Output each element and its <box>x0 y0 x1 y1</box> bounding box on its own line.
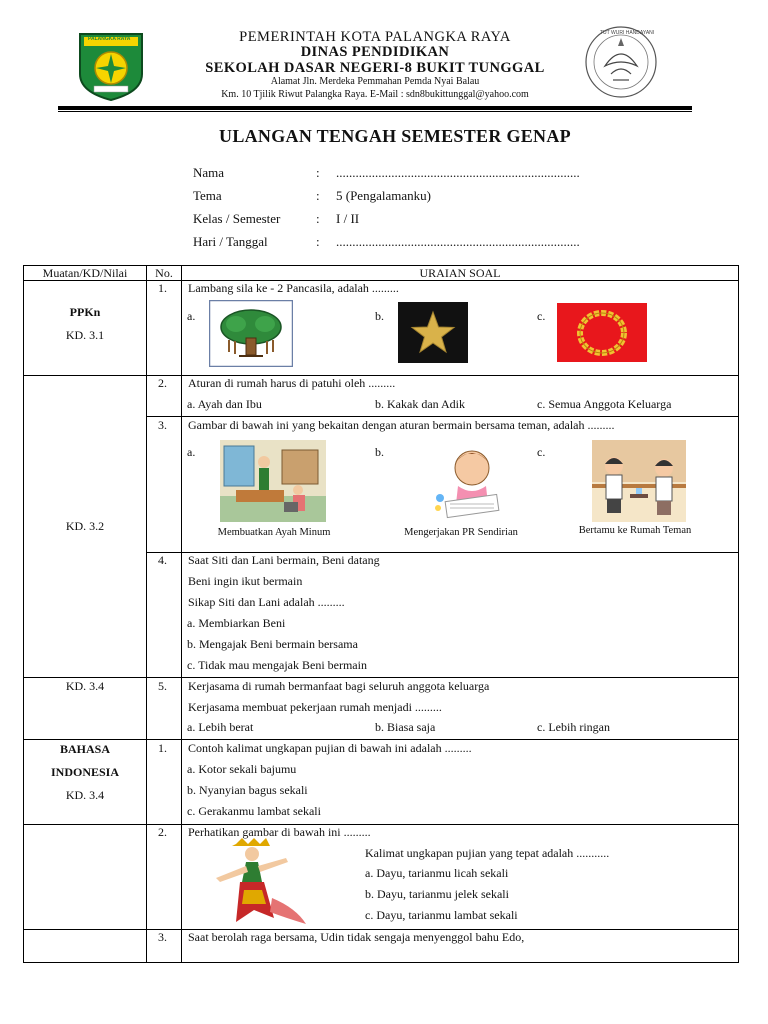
caption-kitchen: Membuatkan Ayah Minum <box>217 527 331 538</box>
table-row-line <box>23 739 739 740</box>
logo-left-text: PALANGKA RAYA <box>88 36 131 42</box>
bi-q2-text: Perhatikan gambar di bawah ini ......... <box>188 825 371 839</box>
q4-option-b[interactable]: b. Mengajak Beni bermain bersama <box>187 637 358 651</box>
kd-3-4: KD. 3.4 <box>65 679 105 693</box>
homework-child-image[interactable] <box>428 438 510 522</box>
visiting-friend-image[interactable] <box>592 440 686 522</box>
q1-text: Lambang sila ke - 2 Pancasila, adalah ......... <box>188 281 399 295</box>
identity-label-nama: Nama <box>193 165 225 180</box>
bi-q1-number: 1. <box>158 741 167 755</box>
table-border-right <box>738 265 739 963</box>
bi-q3-number: 3. <box>158 930 167 944</box>
identity-value-tema: 5 (Pengalamanku) <box>336 188 431 203</box>
bi-q2-option-c[interactable]: c. Dayu, tarianmu lambat sekali <box>365 908 518 922</box>
caption-visiting: Bertamu ke Rumah Teman <box>578 525 692 536</box>
logo-right-text: TUT WURI HANDAYANI <box>600 30 655 36</box>
table-header-no: No. <box>155 266 173 280</box>
bi-q2-option-b[interactable]: b. Dayu, tarianmu jelek sekali <box>365 887 509 901</box>
q2-option-b[interactable]: b. Kakak dan Adik <box>375 397 465 411</box>
q5-option-b[interactable]: b. Biasa saja <box>375 720 436 734</box>
header-address: Alamat Jln. Merdeka Pemmahan Pemda Nyai Balau <box>270 76 480 87</box>
identity-label-tema: Tema <box>193 188 222 203</box>
identity-colon: : <box>316 188 320 203</box>
page-title: ULANGAN TENGAH SEMESTER GENAP <box>219 126 571 146</box>
bi-q1-option-a[interactable]: a. Kotor sekali bajumu <box>187 762 297 776</box>
identity-value-nama[interactable]: ........................................................................... <box>336 165 580 180</box>
kd-3-2: KD. 3.2 <box>65 519 105 533</box>
header-school: SEKOLAH DASAR NEGERI-8 BUKIT TUNGGAL <box>205 60 545 76</box>
q4-line2: Beni ingin ikut bermain <box>188 574 303 588</box>
kitchen-scene-image[interactable] <box>220 440 326 522</box>
bi-q2-number: 2. <box>158 825 167 839</box>
table-row-line <box>23 824 739 825</box>
q3-option-a[interactable]: a. <box>187 445 196 459</box>
q2-number: 2. <box>158 376 167 390</box>
table-row-line <box>23 677 739 678</box>
identity-label-hari: Hari / Tanggal <box>193 234 268 249</box>
q5-line1: Kerjasama di rumah bermanfaat bagi seluruh anggota keluarga <box>188 679 490 693</box>
header-rule-thick <box>58 106 692 110</box>
q2-option-c[interactable]: c. Semua Anggota Keluarga <box>537 397 672 411</box>
header-government: PEMERINTAH KOTA PALANGKA RAYA <box>239 29 511 45</box>
subject-ppkn: PPKn <box>69 305 101 319</box>
table-border-bottom <box>23 962 739 963</box>
q4-number: 4. <box>158 553 167 567</box>
q4-option-c[interactable]: c. Tidak mau mengajak Beni bermain <box>187 658 367 672</box>
q1-option-b[interactable]: b. <box>375 309 384 323</box>
q3-option-b[interactable]: b. <box>375 445 384 459</box>
q5-line2: Kerjasama membuat pekerjaan rumah menjadi ......... <box>188 700 442 714</box>
q2-text: Aturan di rumah harus di patuhi oleh ......... <box>188 376 396 390</box>
q2-option-a[interactable]: a. Ayah dan Ibu <box>187 397 262 411</box>
q5-option-c[interactable]: c. Lebih ringan <box>537 720 610 734</box>
table-header-uraian: URAIAN SOAL <box>419 266 501 280</box>
star-image[interactable] <box>398 302 468 363</box>
bi-q1-text: Contoh kalimat ungkapan pujian di bawah ini adalah ......... <box>188 741 472 755</box>
q4-line3: Sikap Siti dan Lani adalah ......... <box>188 595 345 609</box>
subject-bahasa: BAHASA <box>59 742 110 756</box>
header-rule-thin <box>58 111 692 112</box>
bi-q3-text: Saat berolah raga bersama, Udin tidak sengaja menyenggol bahu Edo, <box>188 930 525 944</box>
q1-number: 1. <box>158 281 167 295</box>
identity-label-kelas: Kelas / Semester <box>193 211 281 226</box>
bi-q2-question: Kalimat ungkapan pujian yang tepat adalah ........... <box>365 846 610 860</box>
q3-number: 3. <box>158 418 167 432</box>
identity-value-hari[interactable]: ........................................................................... <box>336 234 580 249</box>
header-department: DINAS PENDIDIKAN <box>300 44 450 60</box>
q4-option-a[interactable]: a. Membiarkan Beni <box>187 616 286 630</box>
q3-option-c[interactable]: c. <box>537 445 546 459</box>
banyan-tree-image[interactable] <box>209 300 293 367</box>
table-row-line <box>146 416 739 417</box>
table-divider-col2 <box>181 265 182 963</box>
q5-number: 5. <box>158 679 167 693</box>
identity-colon: : <box>316 234 320 249</box>
kd-3-1: KD. 3.1 <box>65 328 105 342</box>
table-border-left <box>23 265 24 963</box>
chain-image[interactable] <box>557 303 647 362</box>
bi-q1-option-c[interactable]: c. Gerakanmu lambat sekali <box>187 804 321 818</box>
kd-3-4-bi: KD. 3.4 <box>65 788 105 802</box>
q3-text: Gambar di bawah ini yang bekaitan dengan aturan bermain bersama teman, adalah ......... <box>188 418 615 432</box>
dancer-image <box>196 838 320 928</box>
header-contact: Km. 10 Tjilik Riwut Palangka Raya. E-Mail : sdn8bukittunggal@yahoo.com <box>221 89 529 100</box>
q1-option-a[interactable]: a. <box>187 309 196 323</box>
bi-q2-option-a[interactable]: a. Dayu, tarianmu licah sekali <box>365 866 509 880</box>
table-header-muatan: Muatan/KD/Nilai <box>42 266 128 280</box>
subject-indonesia: INDONESIA <box>50 765 119 779</box>
q1-option-c[interactable]: c. <box>537 309 546 323</box>
identity-value-kelas: I / II <box>336 211 360 226</box>
q4-line1: Saat Siti dan Lani bermain, Beni datang <box>188 553 380 567</box>
identity-colon: : <box>316 211 320 226</box>
table-divider-col1 <box>146 265 147 963</box>
identity-colon: : <box>316 165 320 180</box>
caption-homework: Mengerjakan PR Sendirian <box>404 527 518 538</box>
q5-option-a[interactable]: a. Lebih berat <box>187 720 254 734</box>
bi-q1-option-b[interactable]: b. Nyanyian bagus sekali <box>187 783 308 797</box>
